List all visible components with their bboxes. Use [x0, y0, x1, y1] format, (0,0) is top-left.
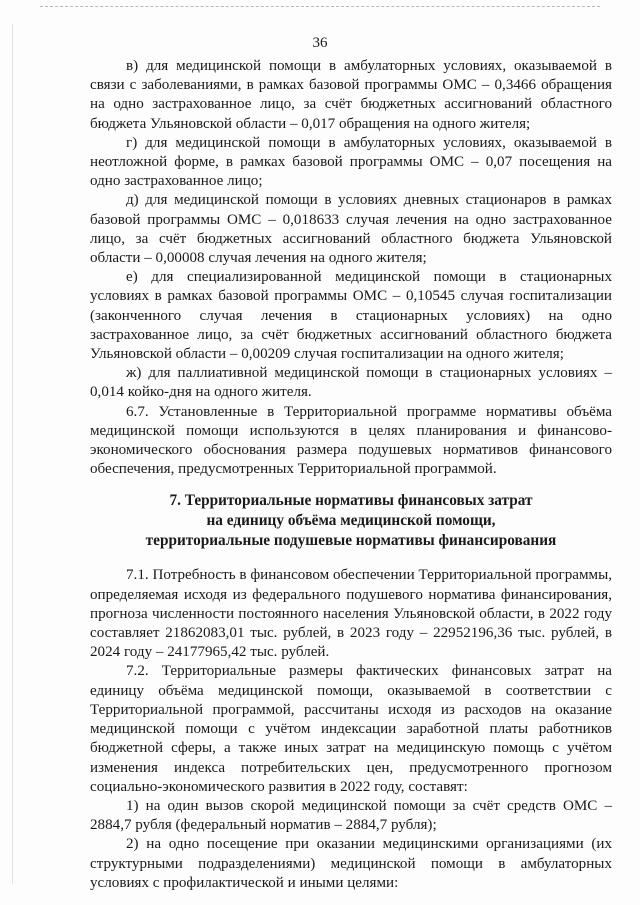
paragraph-item-zh: ж) для паллиативной медицинской помощи в стационарных условиях – 0,014 койко-дня на одного жителя. — [90, 365, 612, 401]
paragraph-item-e: е) для специализированной медицинской помощи в стационарных условиях в рамках базовой программы ОМС – 0,10545 случая госпитализации (законченного случая лечения в стационарных условиях) на одно застрахованное лицо, за счёт бюджетных ассигнований областного бюджета Ульяновской области – 0,00209 случая госпитализации на одного жителя; — [90, 269, 612, 363]
page-number: 36 — [312, 35, 328, 51]
paragraph-item-g: г) для медицинской помощи в амбулаторных условиях, оказываемой в неотложной форме, в рамках базовой программы ОМС – 0,07 посещения на одно застрахованное лицо; — [90, 134, 612, 190]
section-heading-line-1: 7. Территориальные нормативы финансовых затрат — [169, 492, 533, 510]
section-heading — [90, 491, 612, 551]
section-heading-line-2: на единицу объёма медицинской помощи, — [206, 512, 496, 530]
document-body — [90, 57, 612, 893]
paragraph-7-2: 7.2. Территориальные размеры фактических финансовых затрат на единицу объёма медицинской помощи, оказываемой в соответствии с Территориальной программой, рассчитаны исходя из расходов на оказание медицинской помощи с учётом индексации заработной платы работников бюджетной сферы, а также иных затрат на медицинскую помощь с учётом изменения индекса потребительских цен, предусмотренного прогнозом социально-экономического развития в 2022 году, составят: — [90, 663, 612, 795]
section-heading-line-3: территориальные подушевые нормативы финансирования — [145, 532, 557, 550]
scan-edge-line — [40, 6, 600, 7]
paragraph-7-1: 7.1. Потребность в финансовом обеспечении Территориальной программы, определяемая исходя из федерального подушевого норматива финансирования, прогноза численности постоянного населения Ульяновской области, в 2022 году составляет 21862083,01 тыс. рублей, в 2023 году – 22952196,36 тыс. рублей, в 2024 году – 24177965,42 тыс. рублей. — [90, 567, 612, 661]
paragraph-item-d: д) для медицинской помощи в условиях дневных стационаров в рамках базовой программы ОМС – 0,018633 случая лечения на одно застрахованное лицо, за счёт бюджетных ассигнований областного бюджета Ульяновской области – 0,00008 случая лечения на одного жителя; — [90, 192, 612, 267]
paragraph-item-v: в) для медицинской помощи в амбулаторных условиях, оказываемой в связи с заболеваниями, в рамках базовой программы ОМС – 0,3466 обращения на одно застрахованное лицо, за счёт бюджетных ассигнований областного бюджета Ульяновской области – 0,017 обращения на одного жителя; — [90, 58, 612, 132]
paragraph-item-2: 2) на одно посещение при оказании медицинскими организациями (их структурными подразделениями) медицинской помощи в амбулаторных условиях с профилактической и иными целями: — [90, 836, 612, 891]
scan-margin-line — [12, 24, 13, 884]
paragraph-6-7: 6.7. Установленные в Территориальной программе нормативы объёма медицинской помощи используются в целях планирования и финансово-экономического обоснования размера подушевых нормативов финансового обеспечения, предусмотренных Территориальной программой. — [90, 403, 612, 478]
paragraph-item-1: 1) на один вызов скорой медицинской помощи за счёт средств ОМС – 2884,7 рубля (федеральный норматив – 2884,7 рубля); — [90, 797, 612, 834]
